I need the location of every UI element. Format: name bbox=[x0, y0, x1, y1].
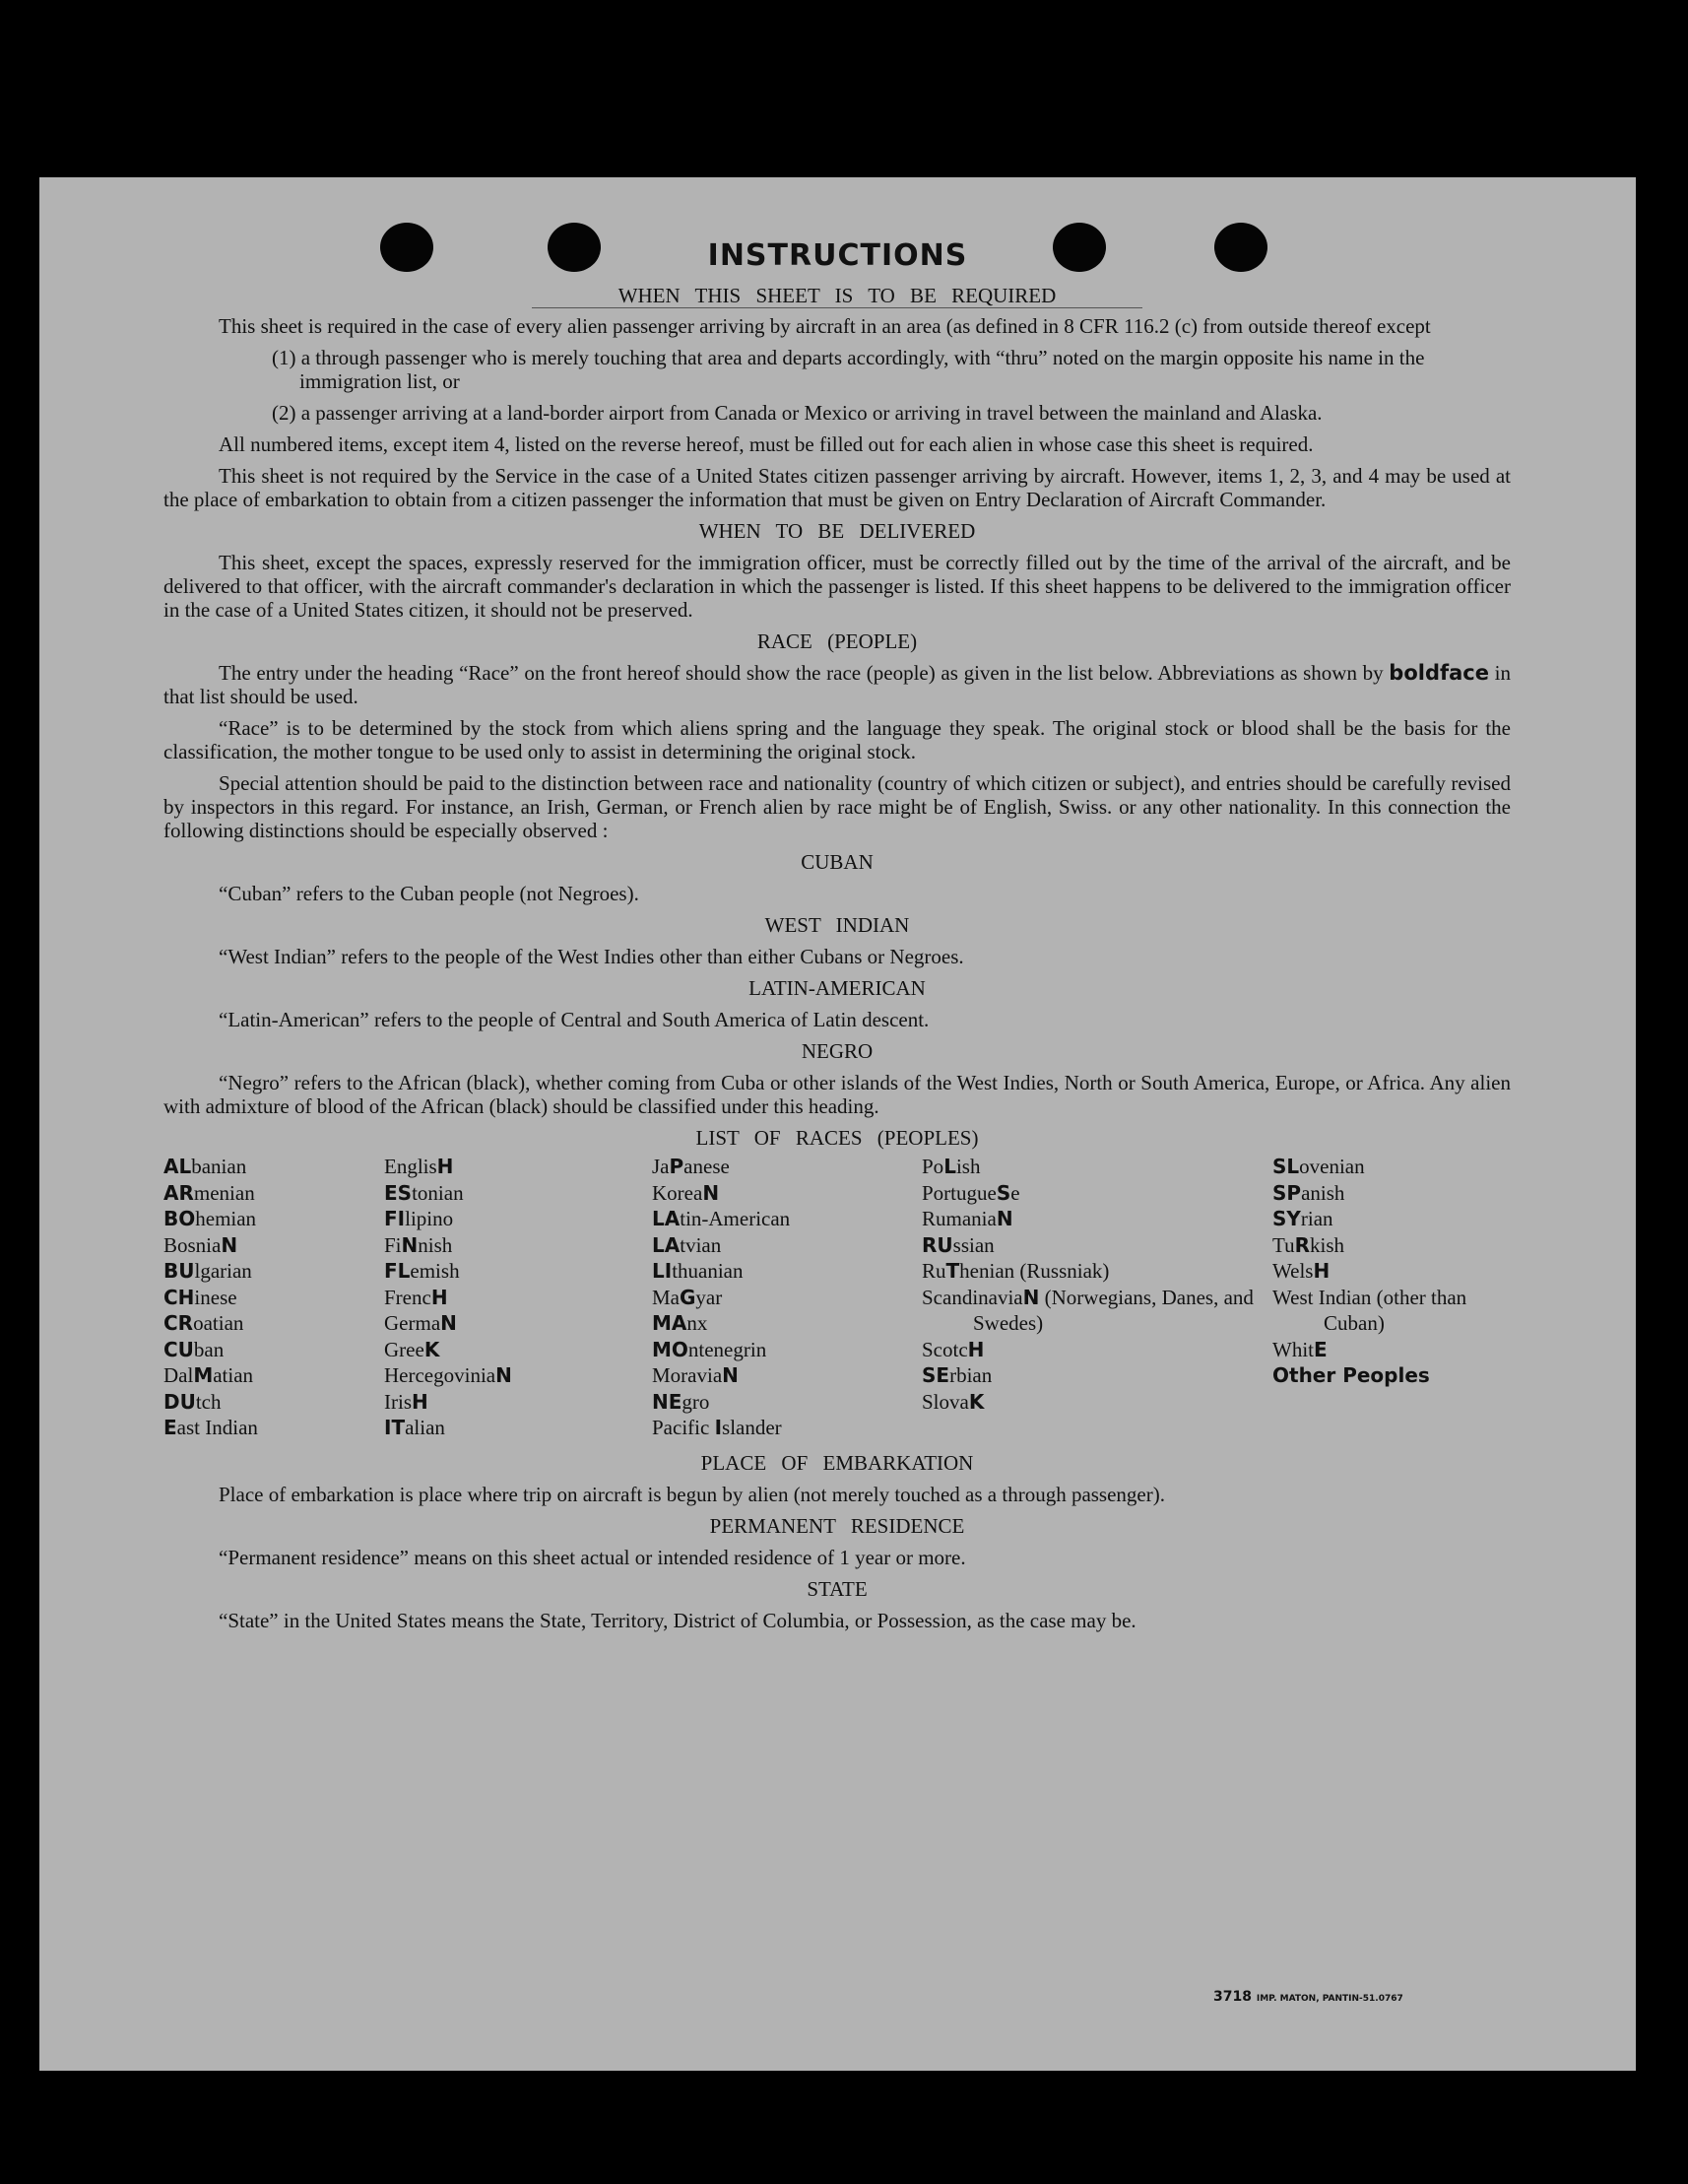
race-entry: GermaN bbox=[384, 1311, 457, 1335]
race-entry: MAnx bbox=[652, 1311, 708, 1335]
races-column-5 bbox=[1272, 1154, 1509, 1441]
race-entry: Pacific Islander bbox=[652, 1416, 782, 1439]
race-entry: WhitE bbox=[1272, 1337, 1328, 1361]
race-entry: CHinese bbox=[163, 1285, 237, 1309]
race-entry: ScotcH bbox=[922, 1337, 985, 1361]
race-entry: LAtin-American bbox=[652, 1207, 791, 1230]
required-paragraph-3: This sheet is not required by the Service in the case of a United States citizen passenger arriving by aircraft. However, items 1, 2, 3, and 4 may be used at the place of embarkation to obtain from a citizen passenger the information that must be given on Entry Declaration of Aircraft Commander. bbox=[163, 464, 1511, 511]
race-entry: LAtvian bbox=[652, 1232, 722, 1257]
latin-american-paragraph: “Latin-American” refers to the people of Central and South America of Latin descent. bbox=[219, 1008, 930, 1031]
race-entry: KoreaN bbox=[652, 1180, 720, 1205]
race-entry: ITalian bbox=[384, 1416, 445, 1439]
heading-latin-american: LATIN-AMERICAN bbox=[748, 976, 926, 1000]
west-indian-paragraph: “West Indian” refers to the people of the West Indies other than either Cubans or Negroes. bbox=[219, 945, 964, 968]
race-entry: ARmenian bbox=[163, 1180, 255, 1205]
race-entry: GreeK bbox=[384, 1337, 440, 1361]
race-entry: SYrian bbox=[1272, 1207, 1333, 1230]
race-entry: BosniaN bbox=[163, 1232, 238, 1257]
state-paragraph: “State” in the United States means the State, Territory, District of Columbia, or Possession, as the case may be. bbox=[219, 1608, 1136, 1632]
race-entry: SPanish bbox=[1272, 1180, 1345, 1205]
race-entry: DUtch bbox=[163, 1389, 222, 1414]
races-column-1 bbox=[163, 1154, 384, 1441]
race-entry: RumaniaN bbox=[922, 1207, 1013, 1230]
race-entry: TuRkish bbox=[1272, 1232, 1345, 1257]
race-entry: MOntenegrin bbox=[652, 1337, 767, 1361]
heading-delivered: WHEN TO BE DELIVERED bbox=[698, 519, 976, 543]
race-entry: PortugueSe bbox=[922, 1180, 1020, 1205]
race-entry: DalMatian bbox=[163, 1363, 254, 1387]
race-entry: MaGyar bbox=[652, 1285, 723, 1309]
delivered-paragraph: This sheet, except the spaces, expressly reserved for the immigration officer, must be correctly filled out by the time of the arrival of the aircraft, and be delivered to that officer, with the aircraft commander's declaration in which the passenger is listed. If this sheet happens to be delivered to the immigration officer in the case of a United States citizen, it should not be preserved. bbox=[163, 551, 1511, 622]
required-item-2: (2) a passenger arriving at a land-border airport from Canada or Mexico or arriving in travel between the mainland and Alaska. bbox=[272, 401, 1323, 425]
instruction-sheet bbox=[39, 177, 1636, 2071]
race-entry: FiNnish bbox=[384, 1232, 453, 1257]
race-entry: SErbian bbox=[922, 1363, 993, 1387]
race-entry: ScandinaviaN (Norwegians, Danes, and Swedes) bbox=[922, 1285, 1254, 1335]
race-paragraph-3: Special attention should be paid to the distinction between race and nationality (country of which citizen or subject), and entries should be carefully revised by inspectors in this regard. For instance, an Irish, German, or French alien by race might be of English, Swiss. or any other nationality. In this connection the following distinctions should be especially observed : bbox=[163, 771, 1511, 842]
race-entry: EStonian bbox=[384, 1180, 464, 1205]
embarkation-paragraph: Place of embarkation is place where trip on aircraft is begun by alien (not merely touched as a through passenger). bbox=[219, 1482, 1165, 1506]
race-entry: CRoatian bbox=[163, 1311, 244, 1335]
race-entry: NEgro bbox=[652, 1389, 710, 1414]
race-entry: WelsH bbox=[1272, 1259, 1331, 1283]
race-entry: HercegoviniaN bbox=[384, 1363, 512, 1387]
race-paragraph-1: The entry under the heading “Race” on the front hereof should show the race (people) as given in the list below. Abbreviations as shown by boldface in that list should be used. bbox=[163, 661, 1512, 708]
required-paragraph-1: This sheet is required in the case of every alien passenger arriving by aircraft in an area (as defined in 8 CFR 116.2 (c) from outside thereof except bbox=[219, 314, 1431, 338]
cuban-paragraph: “Cuban” refers to the Cuban people (not Negroes). bbox=[219, 882, 639, 905]
required-paragraph-2: All numbered items, except item 4, listed on the reverse hereof, must be filled out for each alien in whose case this sheet is required. bbox=[219, 432, 1314, 456]
race-entry: SLovenian bbox=[1272, 1155, 1365, 1178]
race-entry: ALbanian bbox=[163, 1155, 247, 1178]
race-entry: CUban bbox=[163, 1337, 225, 1361]
race-entry: East Indian bbox=[163, 1416, 258, 1439]
race-paragraph-2: “Race” is to be determined by the stock from which aliens spring and the language they speak. The original stock or blood shall be the basis for the classification, the mother tongue to be used only to assist in determining the original stock. bbox=[163, 716, 1511, 763]
heading-embarkation: PLACE OF EMBARKATION bbox=[700, 1450, 974, 1475]
race-entry: EnglisH bbox=[384, 1155, 454, 1178]
races-list bbox=[163, 1154, 1511, 1441]
heading-list-of-races: LIST OF RACES (PEOPLES) bbox=[695, 1126, 979, 1150]
negro-paragraph: “Negro” refers to the African (black), whether coming from Cuba or other islands of the West Indies, North or South America, Europe, or Africa. Any alien with admixture of blood of the African (black) should be classified under this heading. bbox=[163, 1071, 1511, 1118]
race-entry: West Indian (other than Cuban) bbox=[1272, 1285, 1467, 1335]
page-title: INSTRUCTIONS bbox=[707, 238, 968, 273]
printer-mark: 3718 IMP. MATON, PANTIN-51.0767 bbox=[1213, 1989, 1403, 2005]
races-column-3 bbox=[652, 1154, 922, 1441]
race-entry: FLemish bbox=[384, 1259, 460, 1283]
heading-required: WHEN THIS SHEET IS TO BE REQUIRED bbox=[532, 284, 1142, 308]
race-entry: Other Peoples bbox=[1272, 1363, 1430, 1387]
heading-race: RACE (PEOPLE) bbox=[756, 629, 918, 653]
residence-paragraph: “Permanent residence” means on this sheet actual or intended residence of 1 year or more. bbox=[219, 1545, 966, 1569]
heading-negro: NEGRO bbox=[801, 1039, 874, 1063]
races-column-2 bbox=[384, 1154, 652, 1441]
race-entry: BUlgarian bbox=[163, 1259, 252, 1283]
heading-state: STATE bbox=[807, 1576, 868, 1601]
heading-permanent-residence: PERMANENT RESIDENCE bbox=[709, 1513, 965, 1538]
race-entry: SlovaK bbox=[922, 1389, 985, 1414]
race-entry: RUssian bbox=[922, 1232, 995, 1257]
required-item-1: (1) a through passenger who is merely touching that area and departs accordingly, with “thru” noted on the margin opposite his name in the immigration list, or bbox=[272, 346, 1425, 393]
race-entry: BOhemian bbox=[163, 1207, 257, 1230]
document-body bbox=[163, 284, 1511, 1640]
race-entry: MoraviaN bbox=[652, 1363, 739, 1387]
races-column-4 bbox=[922, 1154, 1272, 1441]
boldface-word: boldface bbox=[1389, 661, 1489, 685]
race-entry: PoLish bbox=[922, 1155, 981, 1178]
race-entry: JaPanese bbox=[652, 1155, 730, 1178]
heading-cuban: CUBAN bbox=[801, 850, 874, 874]
race-entry: FIlipino bbox=[384, 1207, 454, 1230]
race-entry: FrencH bbox=[384, 1285, 448, 1309]
race-entry: RuThenian (Russniak) bbox=[922, 1259, 1110, 1283]
race-entry: LIthuanian bbox=[652, 1259, 744, 1283]
heading-west-indian: WEST INDIAN bbox=[764, 913, 910, 937]
race-entry: IrisH bbox=[384, 1389, 428, 1414]
